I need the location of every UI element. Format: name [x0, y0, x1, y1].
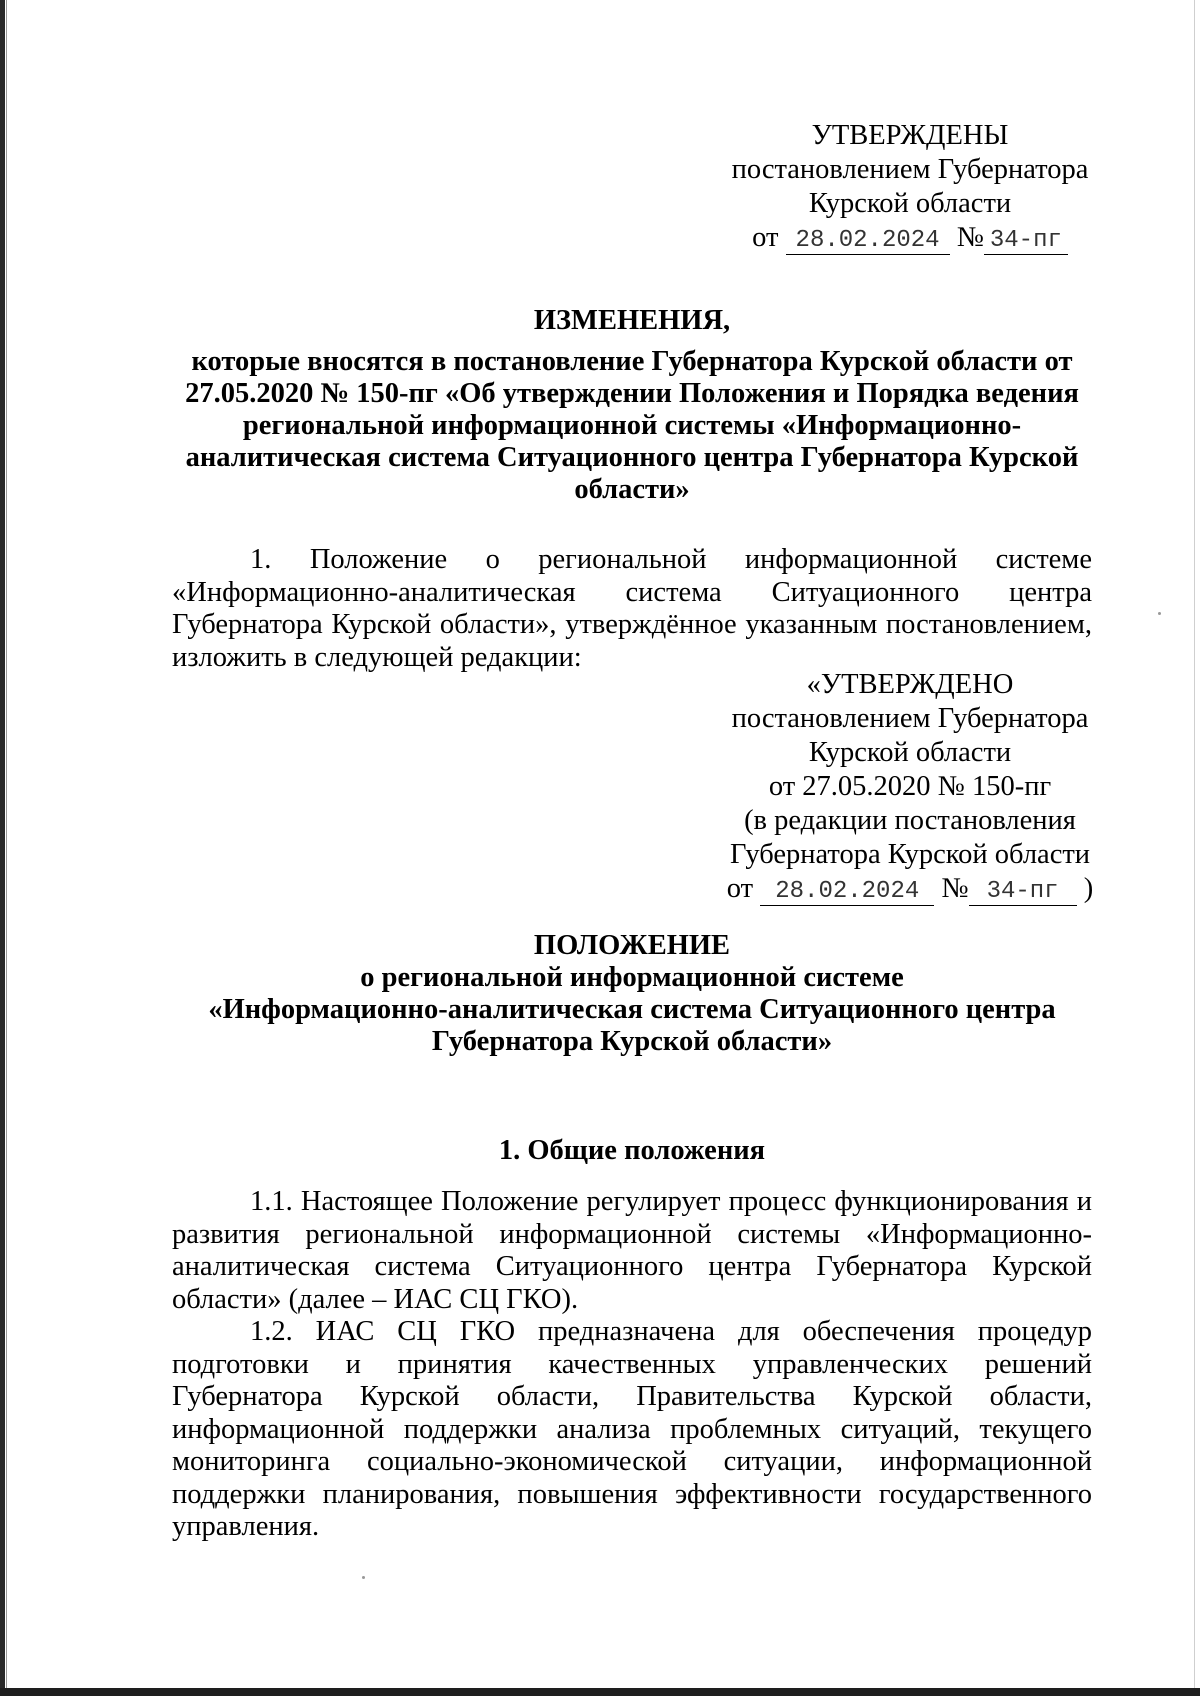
approval-inner-title: «УТВЕРЖДЕНО: [806, 669, 1014, 700]
approval-date-line: [720, 222, 1100, 256]
paragraph-line: подготовки и принятия качественных управленческих решений: [172, 1348, 1092, 1380]
regulation-subtitle-line: о региональной информационной системе: [360, 962, 904, 993]
regulation-title: [172, 930, 1092, 962]
paragraph-line: 1.2. ИАС СЦ ГКО предназначена для обеспечения процедур: [250, 1316, 1092, 1347]
number-label: №: [956, 222, 984, 253]
approval-title: УТВЕРЖДЕНЫ: [811, 120, 1009, 151]
paragraph-line: поддержки планирования, повышения эффективности государственного: [172, 1478, 1092, 1510]
changes-title: [172, 305, 1092, 337]
paragraph-1-1: [172, 1186, 1092, 1316]
approval-block-top: [720, 120, 1100, 256]
handwritten-date: 28.02.2024: [760, 879, 934, 906]
scan-bottom-edge: [0, 1688, 1200, 1696]
changes-subtitle-line: 27.05.2020 № 150-пг «Об утверждении Положения и Порядка ведения: [185, 378, 1079, 409]
changes-subtitle-line: региональной информационной системы «Информационно-: [242, 410, 1022, 441]
approval-inner-original-date: от 27.05.2020 № 150-пг: [768, 771, 1052, 802]
scan-left-edge-shadow: [6, 0, 7, 1696]
regulation-subtitle: [172, 962, 1092, 1058]
paragraph-1-2: [172, 1316, 1092, 1544]
from-label: от: [726, 873, 754, 904]
regulation-subtitle-line: Губернатора Курской области»: [431, 1026, 833, 1057]
paragraph-line: 1. Положение о региональной информационной системе: [250, 544, 1092, 575]
scan-speck: [1158, 612, 1161, 615]
scan-right-edge: [1194, 0, 1200, 1696]
paragraph-line: изложить в следующей редакции:: [172, 641, 582, 673]
changes-subtitle-line: области»: [574, 474, 690, 505]
paragraph-line: 1.1. Настоящее Положение регулирует процесс функционирования и: [250, 1186, 1092, 1217]
changes-subtitle-line: аналитическая система Ситуационного центра Губернатора Курской: [185, 442, 1079, 473]
regulation-subtitle-line: «Информационно-аналитическая система Ситуационного центра: [208, 994, 1056, 1025]
from-label: от: [752, 222, 779, 253]
approval-inner-by: постановлением Губернатора: [731, 703, 1089, 734]
changes-subtitle-line: которые вносятся в постановление Губернатора Курской области от: [191, 346, 1073, 377]
approval-inner-edition: (в редакции постановления: [744, 805, 1076, 836]
item-1-paragraph: [172, 544, 1092, 674]
closing-paren: ): [1083, 873, 1094, 904]
approval-region: Курской области: [808, 188, 1012, 219]
paragraph-line: управления.: [172, 1511, 320, 1542]
scan-left-edge: [0, 0, 5, 1696]
regulation-title-text: ПОЛОЖЕНИЕ: [533, 930, 731, 961]
changes-title-text: ИЗМЕНЕНИЯ,: [533, 305, 731, 336]
changes-subtitle: [172, 346, 1092, 506]
number-label: №: [941, 873, 969, 904]
paragraph-line: «Информационно-аналитическая система Ситуационного центра: [172, 576, 1092, 608]
section-title-text: 1. Общие положения: [498, 1135, 766, 1166]
approval-by: постановлением Губернатора: [731, 154, 1089, 185]
handwritten-number: 34-пг: [984, 228, 1068, 255]
paragraph-line: Губернатора Курской области, Правительства Курской области,: [172, 1381, 1092, 1412]
paragraph-line: развития региональной информационной системы «Информационно-: [172, 1218, 1092, 1250]
handwritten-date: 28.02.2024: [786, 228, 950, 255]
handwritten-number: 34-пг: [969, 879, 1077, 906]
approval-inner-region: Курской области: [808, 737, 1012, 768]
paragraph-line: мониторинга социально-экономической ситуации, информационной: [172, 1446, 1092, 1477]
approval-inner-governor: Губернатора Курской области: [729, 839, 1091, 870]
paragraph-line: аналитическая система Ситуационного центра Губернатора Курской: [172, 1251, 1092, 1282]
paragraph-line: информационной поддержки анализа проблемных ситуаций, текущего: [172, 1413, 1092, 1445]
approval-block-inner: [700, 669, 1120, 907]
paragraph-line: Губернатора Курской области», утверждённое указанным постановлением,: [172, 609, 1092, 640]
paragraph-line: области» (далее – ИАС СЦ ГКО).: [172, 1283, 579, 1315]
section-1-title: [172, 1135, 1092, 1167]
scan-speck: [362, 1576, 365, 1579]
approval-inner-date-line: [700, 873, 1120, 907]
